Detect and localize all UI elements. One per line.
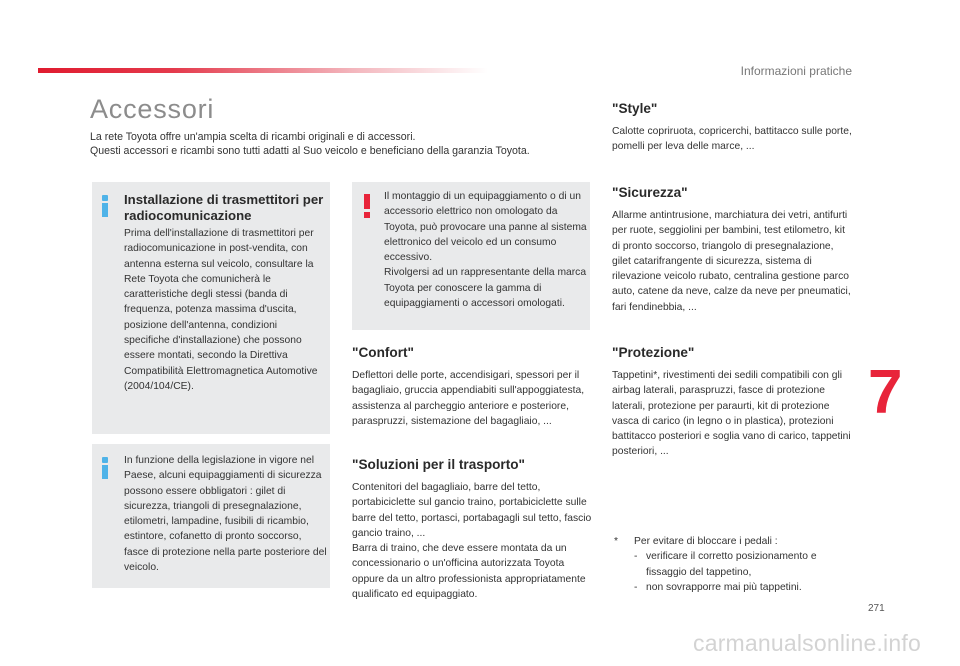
info-icon [99, 457, 111, 479]
intro-line: Questi accessori e ricambi sono tutti adatti al Suo veicolo e beneficiano della garanzia Toyota. [90, 145, 530, 157]
warning-icon [362, 194, 372, 218]
footnote-item [612, 549, 852, 580]
header-accent-bar [38, 68, 488, 73]
footnote-text: Per evitare di bloccare i pedali : [634, 536, 778, 547]
info-box-title: Installazione di trasmettitori per radiocomunicazione [124, 192, 324, 223]
footnote-item-text: verificare il corretto posizionamento e fissaggio del tappetino, [646, 551, 817, 578]
info-icon [99, 195, 111, 217]
intro-text [90, 130, 610, 158]
watermark: carmanualsonline.info [693, 630, 921, 656]
info-box-text: In funzione della legislazione in vigore nel Paese, alcuni equipaggiamenti di sicurezza possono essere obbligatori : gilet di sicurezza, triangoli di presegnalazione, etilometri, lampadine, fusibili di ricambio, estintore, cofanetto di pronto soccorso, fasce di protezione nella parte posteriore del veicolo. [124, 455, 327, 574]
footnote-dash: - [634, 551, 638, 563]
footnote [612, 534, 852, 595]
footnote-item [612, 580, 852, 595]
section-trasporto [352, 456, 592, 602]
section-text: Tappetini*, rivestimenti dei sedili compatibili con gli airbag laterali, paraspruzzi, fasce di protezione laterali, protezione per paraurti, kit di protezione vasca di carico (in legno o in plastica), protezioni battitacco posteriori e soglia vano di carico, tappetini posteriori, ... [612, 370, 851, 458]
warning-line: Rivolgersi ad un rappresentante della marca Toyota per conoscere la gamma di equipaggiamenti o accessori omologati. [384, 267, 587, 310]
footnote-dash: - [634, 581, 638, 593]
footnote-item-text: non sovrapporre mai più tappetini. [646, 581, 802, 593]
info-box-legislation [92, 444, 330, 588]
section-text: Contenitori del bagagliaio, barre del tetto, portabiciclette sul gancio traino, portabiciclette sulle barre del tetto, portasci, portabagagli sul tetto, fascio gancio traino, ... [352, 482, 592, 539]
chapter-number: 7 [868, 358, 903, 427]
section-protezione [612, 344, 852, 460]
intro-line: La rete Toyota offre un'ampia scelta di ricambi originali e di accessori. [90, 131, 416, 143]
section-text: Barra di traino, che deve essere montata da un concessionario o un'officina autorizzata Toyota oppure da un altro professionista appropriatamente qualificato ed equipaggiato. [352, 543, 586, 601]
warning-line: Il montaggio di un equipaggiamento o di un accessorio elettrico non omologato da Toyota, può provocare una panne al sistema elettronico del veicolo ed un consumo eccessivo. [384, 191, 587, 264]
section-title: "Sicurezza" [612, 185, 688, 200]
info-box-text: Prima dell'installazione di trasmettitori per radiocomunicazione in post-vendita, con antenna esterna sul veicolo, consultare la Rete Toyota che comunicherà le caratteristiche degli stessi (banda di frequenza, potenza massima d'uscita, posizione dell'antenna, condizioni specifiche d'installazione) che possono essere montati, secondo la Direttiva Compatibilità Elettromagnetica Automotive (2004/104/CE). [124, 228, 318, 392]
section-text: Calotte copriruota, copricerchi, battitacco sulle porte, pomelli per leva delle marce, ... [612, 126, 852, 153]
page-number: 271 [868, 603, 885, 614]
section-sicurezza [612, 184, 852, 315]
info-box-installation [92, 182, 330, 434]
section-style [612, 100, 852, 155]
header-section-title: Informazioni pratiche [740, 64, 852, 78]
section-text: Allarme antintrusione, marchiatura dei vetri, antifurti per ruote, seggiolini per bambini, test etilometro, kit di pronto soccorso, triangolo di presegnalazione, gilet catarifrangente di sicurezza, sistema di rilevazione veicolo rubato, centralina gestione parco auto, catene da neve, calze da neve per pneumatici, fari fendinebbia, ... [612, 210, 851, 313]
warning-box [352, 182, 590, 330]
section-title: "Style" [612, 101, 658, 116]
footnote-marker: * [614, 536, 619, 547]
warning-box-text [384, 189, 588, 311]
page-title: Accessori [90, 94, 215, 124]
section-confort [352, 344, 592, 429]
footnote-main [612, 534, 852, 549]
section-text: Deflettori delle porte, accendisigari, spessori per il bagagliaio, gruccia appendiabiti sull'appoggiatesta, assistenza al parcheggio anteriore e posteriore, paraspruzzi, sistemazione del bagagliaio, ... [352, 370, 585, 427]
section-title: "Protezione" [612, 345, 695, 360]
section-title: "Soluzioni per il trasporto" [352, 457, 526, 472]
section-title: "Confort" [352, 345, 414, 360]
